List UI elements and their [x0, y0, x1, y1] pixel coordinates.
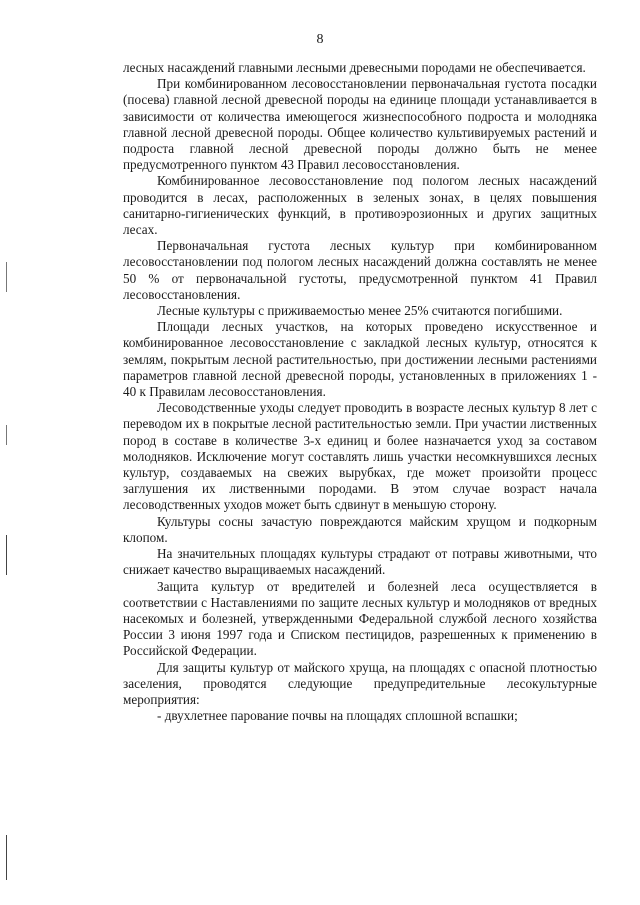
paragraph-8: Культуры сосны зачастую повреждаются майским хрущом и подкорным клопом. [123, 513, 597, 545]
paragraph-9: На значительных площадях культуры страдают от потравы животными, что снижает качество выращиваемых насаждений. [123, 546, 597, 578]
list-item-1: - двухлетнее парование почвы на площадях сплошной вспашки; [157, 708, 518, 724]
scan-mark [6, 262, 7, 292]
scan-mark [6, 425, 7, 445]
paragraph-7: Лесоводственные уходы следует проводить в возрасте лесных культур 8 лет с переводом их в покрытые лесной растительностью земли. При участии лиственных пород в составе в количестве 3-х единиц и более назначается уход за составом молодняков. Исключение могут составлять лишь участки несомкнувшихся лесных культур, создаваемых на свежих вырубках, где может произойти процесс заглушения их лиственными породами. В этом случае возраст начала лесоводственных уходов может быть сдвинут в меньшую сторону. [123, 400, 597, 513]
scan-mark [6, 535, 7, 575]
paragraph-4: Первоначальная густота лесных культур при комбинированном лесовосстановлении под пологом лесных насаждений должна составлять не менее 50 % от первоначальной густоты, предусмотренной пунктом 41 Правил лесовосстановления. [123, 238, 597, 302]
paragraph-5: Лесные культуры с приживаемостью менее 25% считаются погибшими. [157, 303, 563, 319]
paragraph-11: Для защиты культур от майского хруща, на площадях с опасной плотностью заселения, проводятся следующие предупредительные лесокультурные мероприятия: [123, 659, 597, 707]
document-body [123, 60, 597, 724]
paragraph-6: Площади лесных участков, на которых проведено искусственное и комбинированное лесовосстановление с закладкой лесных культур, относятся к землям, покрытым лесной растительностью, при достижении лесными растениями параметров главной лесной древесной породы, установленных в приложениях 1 - 40 к Правилам лесовосстановления. [123, 319, 597, 400]
paragraph-1: лесных насаждений главными лесными древесными породами не обеспечивается. [123, 60, 586, 75]
paragraph-2: При комбинированном лесовосстановлении первоначальная густота посадки (посева) главной лесной древесной породы на единице площади устанавливается в зависимости от количества имеющегося жизнеспособного подроста и молодняка главной лесной древесной породы. Общее количество культивируемых растений и подроста главной лесной древесной породы должно быть не менее предусмотренного пунктом 43 Правил лесовосстановления. [123, 76, 597, 173]
paragraph-10: Защита культур от вредителей и болезней леса осуществляется в соответствии с Наставлениями по защите лесных культур и молодняков от вредных насекомых и болезней, утвержденными Федеральной службой лесного хозяйства России 3 июня 1997 года и Списком пестицидов, разрешенных к применению в Российской Федерации. [123, 578, 597, 659]
paragraph-3: Комбинированное лесовосстановление под пологом лесных насаждений проводится в лесах, расположенных в зеленых зонах, в целях повышения санитарно-гигиенических функций, в противоэрозионных и других защитных лесах. [123, 173, 597, 238]
scan-mark [6, 835, 7, 880]
page-number: 8 [316, 32, 324, 47]
